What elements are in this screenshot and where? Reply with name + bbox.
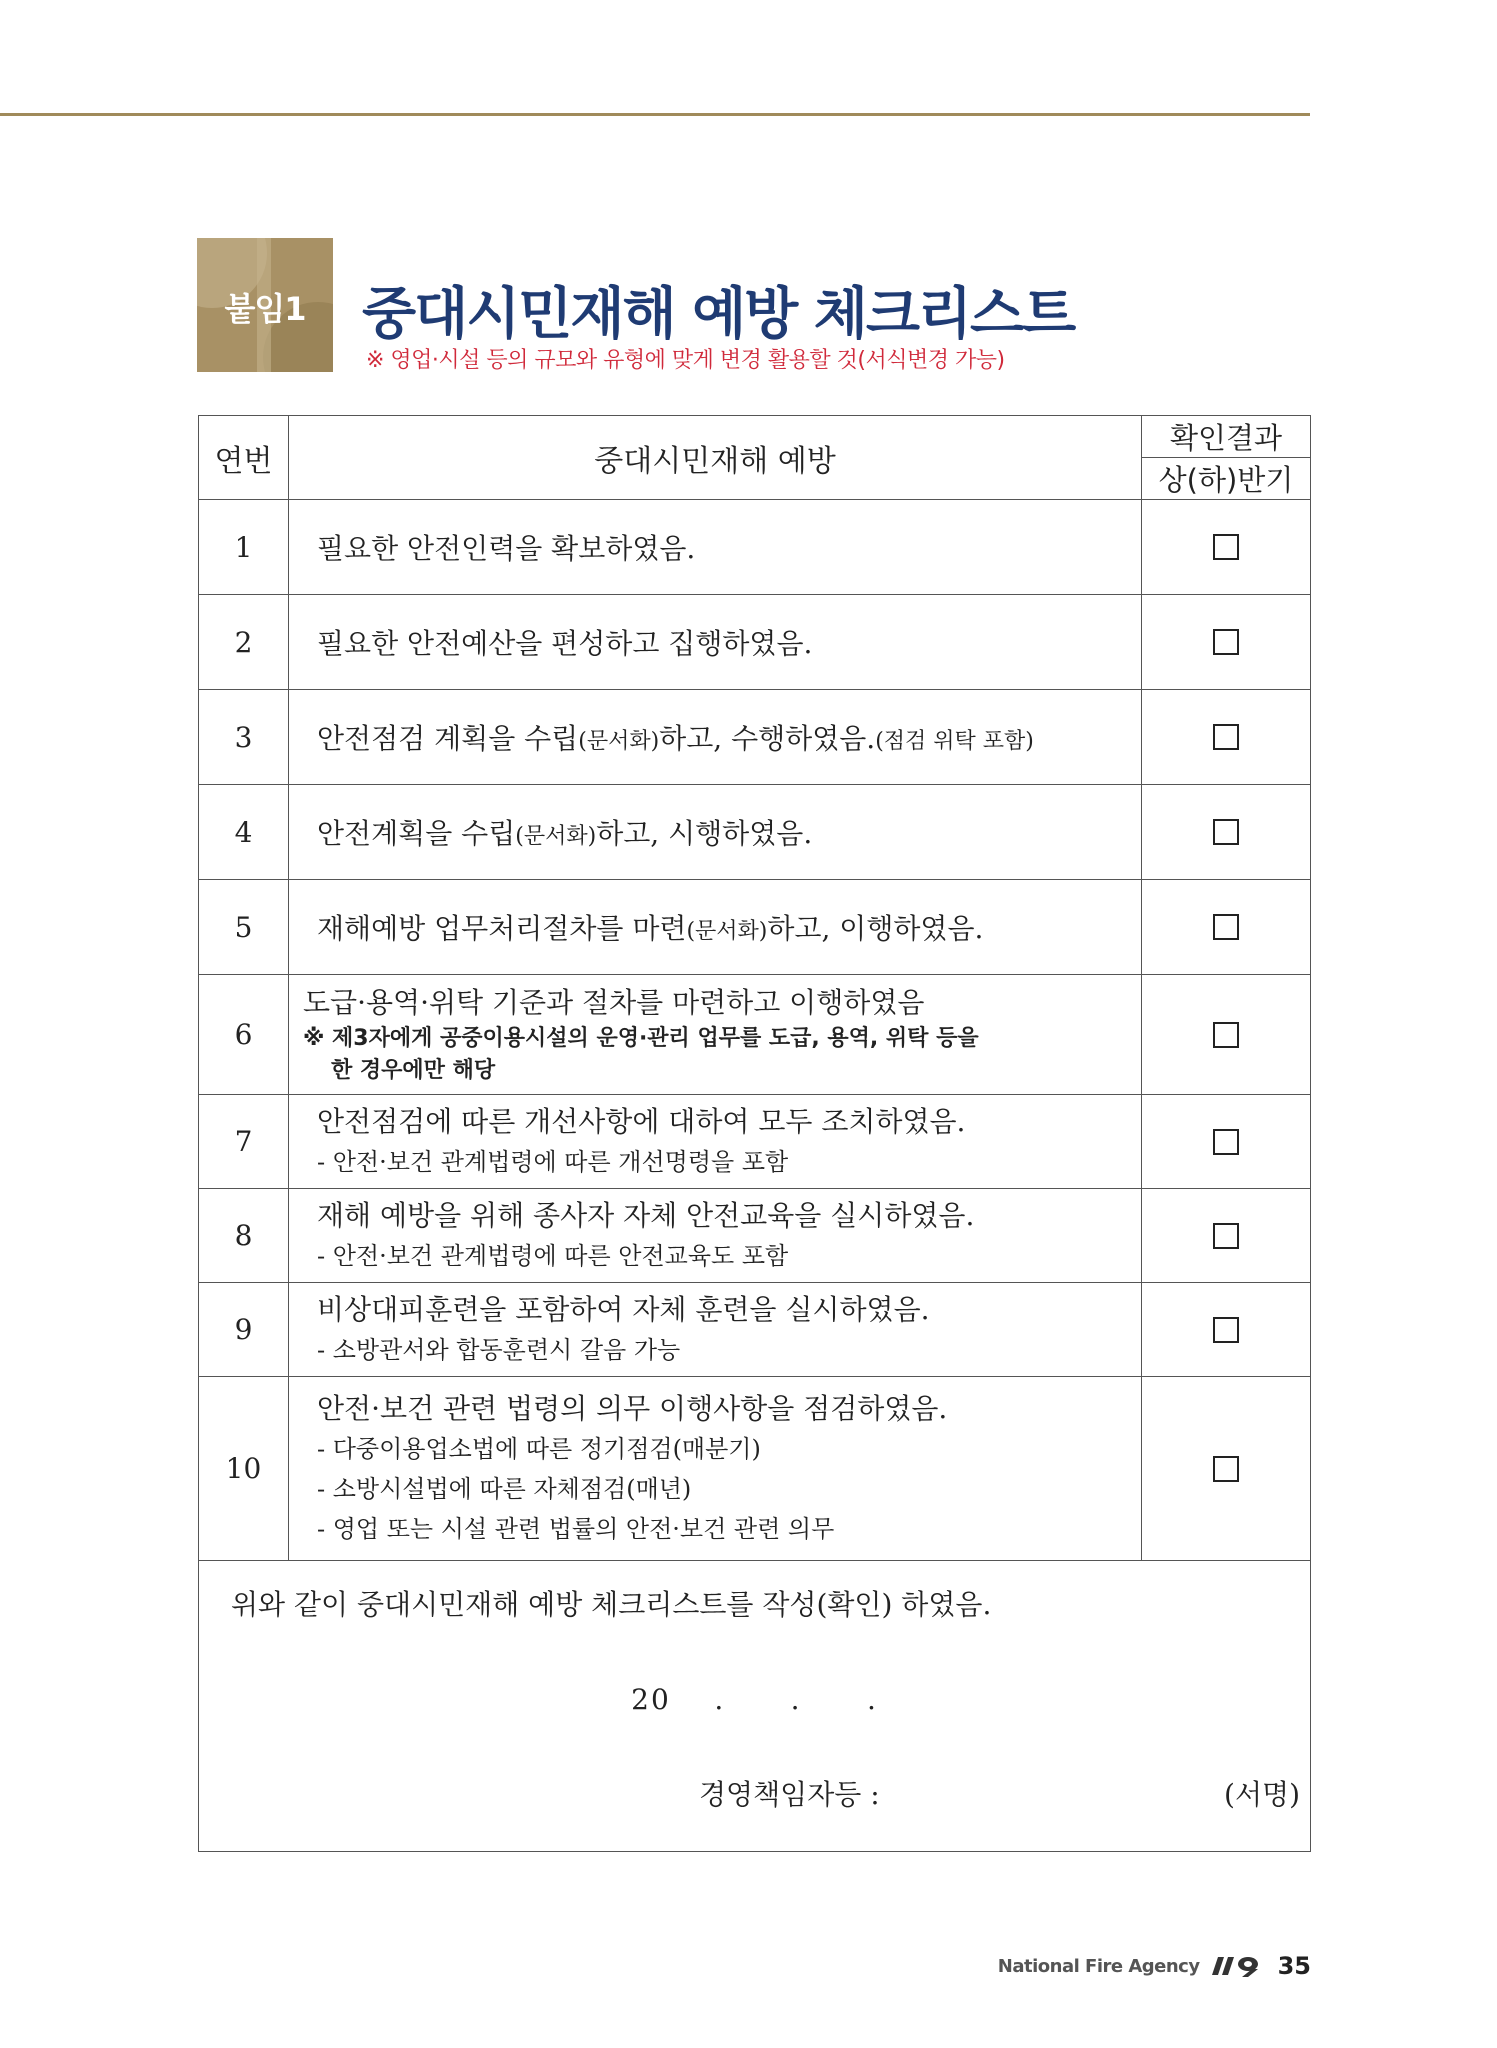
- table-row: [199, 880, 1311, 975]
- row-text: 필요한 안전인력을 확보하였음.: [289, 500, 1142, 595]
- page-number: 35: [1277, 1952, 1311, 1980]
- table-row: [199, 690, 1311, 785]
- checkbox[interactable]: [1213, 1223, 1239, 1249]
- table-row: [199, 1189, 1311, 1283]
- page-footer: [998, 1952, 1311, 1980]
- date-field[interactable]: 20 . . .: [631, 1683, 878, 1716]
- checkbox[interactable]: [1213, 819, 1239, 845]
- row-text: 재해예방 업무처리절차를 마련(문서화)하고, 이행하였음.: [289, 880, 1142, 975]
- row-text: 안전점검에 따른 개선사항에 대하여 모두 조치하였음. - 안전·보건 관계법령에 따른 개선명령을 포함: [289, 1095, 1142, 1189]
- row-text: 필요한 안전예산을 편성하고 집행하였음.: [289, 595, 1142, 690]
- row-text: 도급·용역·위탁 기준과 절차를 마련하고 이행하였음 ※ 제3자에게 공중이용시설의 운영·관리 업무를 도급, 용역, 위탁 등을 한 경우에만 해당: [289, 975, 1142, 1095]
- table-row: [199, 1377, 1311, 1561]
- checklist-table: [198, 415, 1311, 1852]
- col-header-main: 중대시민재해 예방: [289, 416, 1142, 500]
- checkbox[interactable]: [1213, 1129, 1239, 1155]
- row-text: 안전계획을 수립(문서화)하고, 시행하였음.: [289, 785, 1142, 880]
- table-row: [199, 785, 1311, 880]
- agency-name: National Fire Agency: [997, 1955, 1200, 1977]
- row-number: 1: [199, 500, 289, 595]
- col-header-no: 연번: [199, 416, 289, 500]
- page-title: 중대시민재해 예방 체크리스트: [362, 282, 1075, 347]
- row-number: 9: [199, 1283, 289, 1377]
- row-number: 8: [199, 1189, 289, 1283]
- signer-label: 경영책임자등 :: [699, 1778, 880, 1811]
- row-number: 3: [199, 690, 289, 785]
- table-row: [199, 500, 1311, 595]
- row-number: 10: [199, 1377, 289, 1561]
- row-number: 2: [199, 595, 289, 690]
- page-subtitle: ※ 영업·시설 등의 규모와 유형에 맞게 변경 활용할 것(서식변경 가능): [366, 348, 1005, 373]
- col-header-result: 확인결과: [1142, 416, 1311, 458]
- checkbox[interactable]: [1213, 914, 1239, 940]
- top-divider: [0, 113, 1310, 116]
- checkbox[interactable]: [1213, 1022, 1239, 1048]
- table-row: [199, 1095, 1311, 1189]
- attachment-badge: [197, 238, 333, 372]
- checkbox[interactable]: [1213, 629, 1239, 655]
- checkbox[interactable]: [1213, 1456, 1239, 1482]
- col-header-half: 상(하)반기: [1142, 458, 1311, 500]
- confirmation-section: [199, 1561, 1311, 1852]
- checkbox[interactable]: [1213, 724, 1239, 750]
- row-text: 안전점검 계획을 수립(문서화)하고, 수행하였음.(점검 위탁 포함): [289, 690, 1142, 785]
- row-text: 비상대피훈련을 포함하여 자체 훈련을 실시하였음. - 소방관서와 합동훈련시 갈음 가능: [289, 1283, 1142, 1377]
- checkbox[interactable]: [1213, 534, 1239, 560]
- row-number: 5: [199, 880, 289, 975]
- agency-logo-icon: [1208, 1955, 1264, 1977]
- badge-label: 붙임1: [224, 290, 306, 328]
- signature-field[interactable]: (서명): [1224, 1778, 1300, 1811]
- row-text: 안전·보건 관련 법령의 의무 이행사항을 점검하였음. - 다중이용업소법에 따른 정기점검(매분기) - 소방시설법에 따른 자체점검(매년) - 영업 또는 시설 관련 법률의 안전·보건 관련 의무: [289, 1377, 1142, 1561]
- row-text: 재해 예방을 위해 종사자 자체 안전교육을 실시하였음. - 안전·보건 관계법령에 따른 안전교육도 포함: [289, 1189, 1142, 1283]
- checkbox[interactable]: [1213, 1317, 1239, 1343]
- table-row: [199, 595, 1311, 690]
- table-row: [199, 1283, 1311, 1377]
- confirmation-statement: 위와 같이 중대시민재해 예방 체크리스트를 작성(확인) 하였음.: [231, 1588, 992, 1621]
- row-number: 6: [199, 975, 289, 1095]
- row-number: 7: [199, 1095, 289, 1189]
- table-row: [199, 975, 1311, 1095]
- row-number: 4: [199, 785, 289, 880]
